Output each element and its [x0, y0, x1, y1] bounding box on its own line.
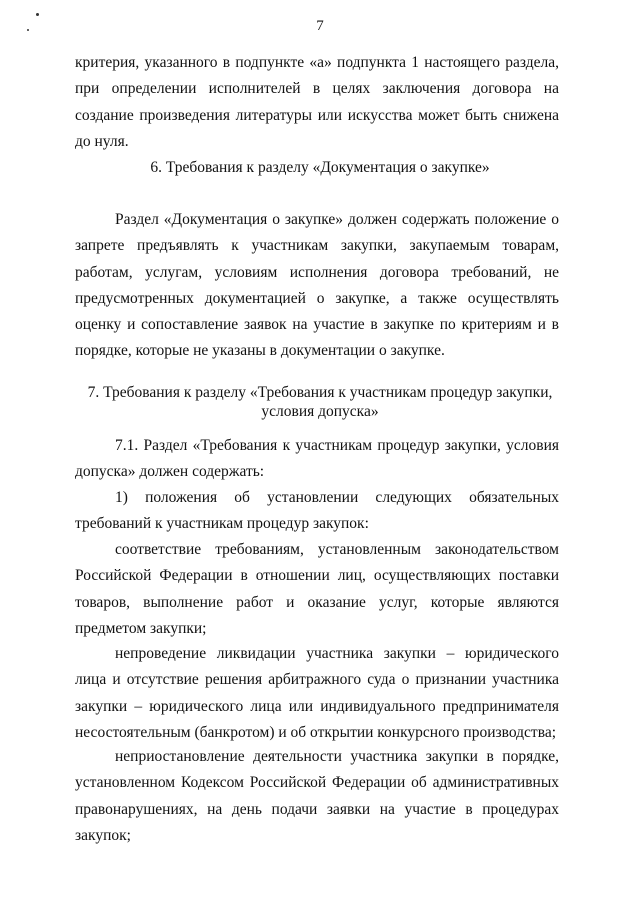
section-7-heading-line-2: условия допуска» — [261, 402, 379, 420]
paragraph-criteria: критерия, указанного в подпункте «а» подпункта 1 настоящего раздела, при определении исполнителей в целях заключения договора на создание произведения литературы или искусства может быть снижена до нуля. — [75, 54, 559, 150]
scan-speck — [36, 13, 39, 16]
paragraph-compliance: соответствие требованиям, установленным законодательством Российской Федерации в отношении лиц, осуществляющих поставки товаров, выполнение работ и оказание услуг, которые являются предметом закупки; — [75, 541, 559, 637]
section-7-heading — [60, 384, 580, 421]
paragraph-requirements: 1) положения об установлении следующих обязательных требований к участникам процедур закупок: — [75, 489, 559, 533]
section-7-heading-line-1: 7. Требования к разделу «Требования к участникам процедур закупки, — [87, 384, 553, 401]
page-number: 7 — [316, 18, 324, 34]
paragraph-documentation: Раздел «Документация о закупке» должен содержать положение о запрете предъявлять к участникам закупки, закупаемым товарам, работам, услугам, условиям исполнения договора требований, не предусмотренных документацией о закупке, а также осуществлять оценку и сопоставление заявок на участие в закупке по критериям и в порядке, которые не указаны в документации о закупке. — [75, 211, 559, 360]
paragraph-7-1: 7.1. Раздел «Требования к участникам процедур закупки, условия допуска» должен содержать: — [75, 437, 559, 481]
paragraph-liquidation: непроведение ликвидации участника закупки – юридического лица и отсутствие решения арбитражного суда о признании участника закупки – юридического лица или индивидуального предпринимателя несостоятельным (банкротом) и об открытии конкурсного производства; — [75, 645, 559, 741]
paragraph-suspension: неприостановление деятельности участника закупки в порядке, установленном Кодексом Российской Федерации об административных правонарушениях, на день подачи заявки на участие в процедурах закупок; — [75, 748, 559, 844]
section-6-heading: 6. Требования к разделу «Документация о закупке» — [150, 159, 490, 176]
